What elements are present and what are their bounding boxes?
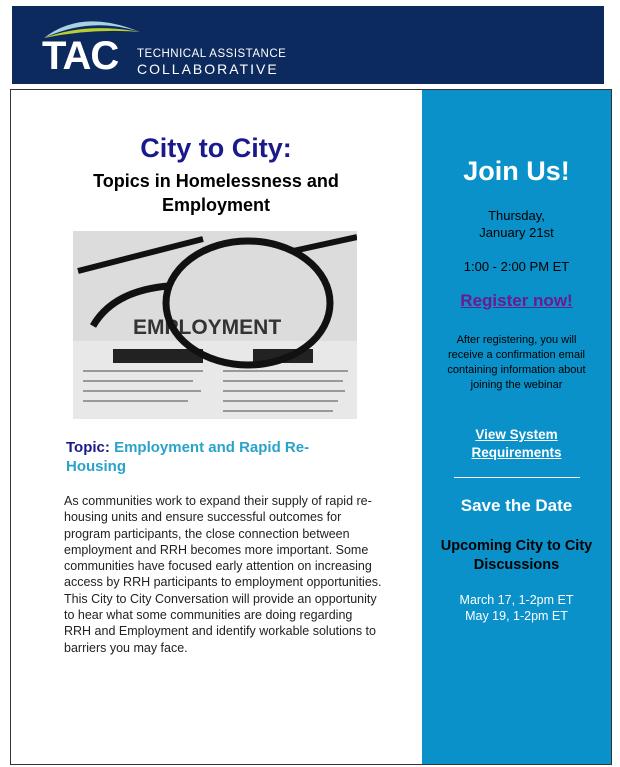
join-heading: Join Us!: [463, 156, 570, 186]
event-time: 1:00 - 2:00 PM ET: [463, 259, 570, 274]
event-date-line1: Thursday,: [488, 208, 545, 223]
save-the-date-heading: Save the Date: [460, 496, 573, 515]
photo-caption: EMPLOYMENT: [133, 316, 282, 339]
page-subtitle: Topics in Homelessness and Employment: [93, 171, 339, 215]
register-link[interactable]: Register now!: [460, 291, 573, 310]
upcoming-discussions-heading: Upcoming City to City Discussions: [440, 538, 593, 573]
event-date: [422, 207, 611, 241]
employment-photo: [73, 231, 357, 419]
upcoming-dates: [422, 592, 611, 624]
upcoming-date-2: May 19, 1-2pm ET: [465, 609, 568, 623]
page-title: City to City:: [140, 133, 292, 163]
org-name-line1: TECHNICAL ASSISTANCE: [137, 48, 287, 60]
upcoming-date-1: March 17, 1-2pm ET: [459, 593, 574, 607]
topic-heading: [66, 438, 366, 476]
topic-value: Employment and Rapid Re-Housing: [66, 439, 310, 475]
main-column: [11, 90, 421, 764]
topic-label: Topic:: [66, 439, 110, 456]
system-requirements-link[interactable]: [422, 426, 611, 462]
system-requirements-line1[interactable]: View System: [475, 427, 558, 442]
logo-text: TAC: [42, 34, 119, 78]
content-frame: [10, 89, 612, 765]
sidebar: [422, 90, 611, 764]
header-banner: [12, 6, 604, 84]
glasses-newspaper-image: [73, 231, 357, 419]
system-requirements-line2[interactable]: Requirements: [471, 445, 562, 460]
org-name-line2: COLLABORATIVE: [137, 61, 279, 77]
registration-info: After registering, you will receive a confirmation email containing information about joining the webinar: [447, 334, 586, 391]
sidebar-divider: [454, 477, 580, 478]
event-date-line2: January 21st: [479, 225, 554, 240]
description-text: As communities work to expand their supply of rapid re-housing units and ensure successful outcomes for program participants, the close connection between employment and RRH becomes more important. Some communities have focused early attention on increasing access by RRH participants to employment opportunities. This City to City Conversation will provide an opportunity to hear what some communities are doing regarding RRH and Employment and identify workable solutions to barriers you may face.: [64, 494, 382, 655]
